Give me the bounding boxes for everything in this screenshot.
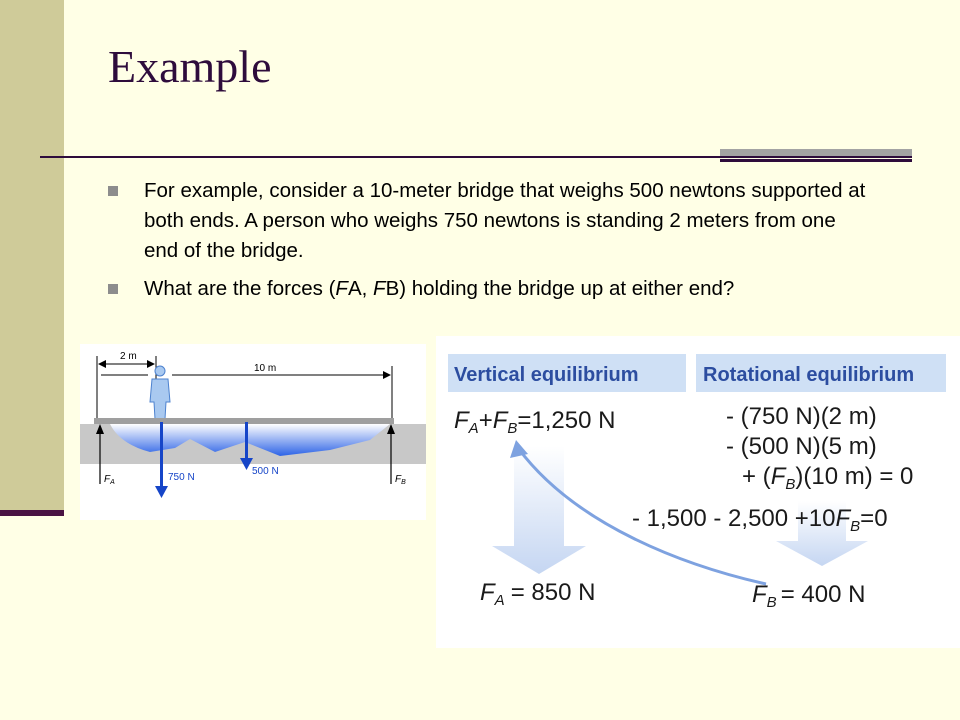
vertical-header: Vertical equilibrium: [454, 364, 639, 386]
svg-text:500 N: 500 N: [252, 466, 279, 477]
bullet-item: [108, 176, 868, 266]
rotational-line-4: - $1,500 - 2,500 +10F_B=0$: [632, 505, 888, 535]
svg-text:FB: $F_B$: [395, 474, 406, 486]
dimension-lines: [97, 351, 392, 420]
left-decor-bar-end: [0, 510, 64, 516]
bullet-text: What are the forces (FA, FB) holding the bridge up at either end?: [144, 277, 735, 300]
title-rule-accent-dark: [720, 159, 912, 162]
equilibrium-panel: [436, 336, 960, 648]
person-figure-icon: [150, 366, 170, 419]
rotational-header: Rotational equilibrium: [703, 364, 915, 386]
rotational-line-3: + $(F_B)(10$ m) = 0: [742, 463, 914, 493]
bullet-square-icon: [108, 284, 118, 294]
bridge-deck: [94, 418, 394, 424]
bridge-diagram: [80, 344, 426, 520]
bullet-text: For example, consider a 10-meter bridge that weighs 500 newtons supported at both ends. A person who weighs 750 newtons is standing 2 meters from one end of the bridge.: [144, 179, 866, 262]
result-fa: $F_A = 850$ N: [480, 579, 596, 609]
bullet-square-icon: [108, 186, 118, 196]
left-decor-bar: [0, 0, 64, 512]
title-rule: [40, 156, 912, 158]
result-fb: $F_B = 400$ N: [752, 581, 866, 611]
slide-title: Example: [108, 41, 272, 92]
down-arrow-left-icon: [492, 446, 586, 574]
dim-10m-label: 10 m: [254, 363, 277, 374]
rotational-line-2: - (500 N)(5 m): [726, 433, 877, 460]
vertical-equation: $F_A+F_B=1,250$ N: [454, 407, 616, 437]
dim-2m-label: 2 m: [120, 351, 137, 362]
svg-text:FA: $F_A$: [104, 474, 115, 486]
svg-text:750 N: 750 N: [168, 472, 195, 483]
bullet-list: [108, 176, 868, 312]
bullet-item: [108, 274, 868, 304]
rotational-line-1: - (750 N)(2 m): [726, 403, 877, 430]
